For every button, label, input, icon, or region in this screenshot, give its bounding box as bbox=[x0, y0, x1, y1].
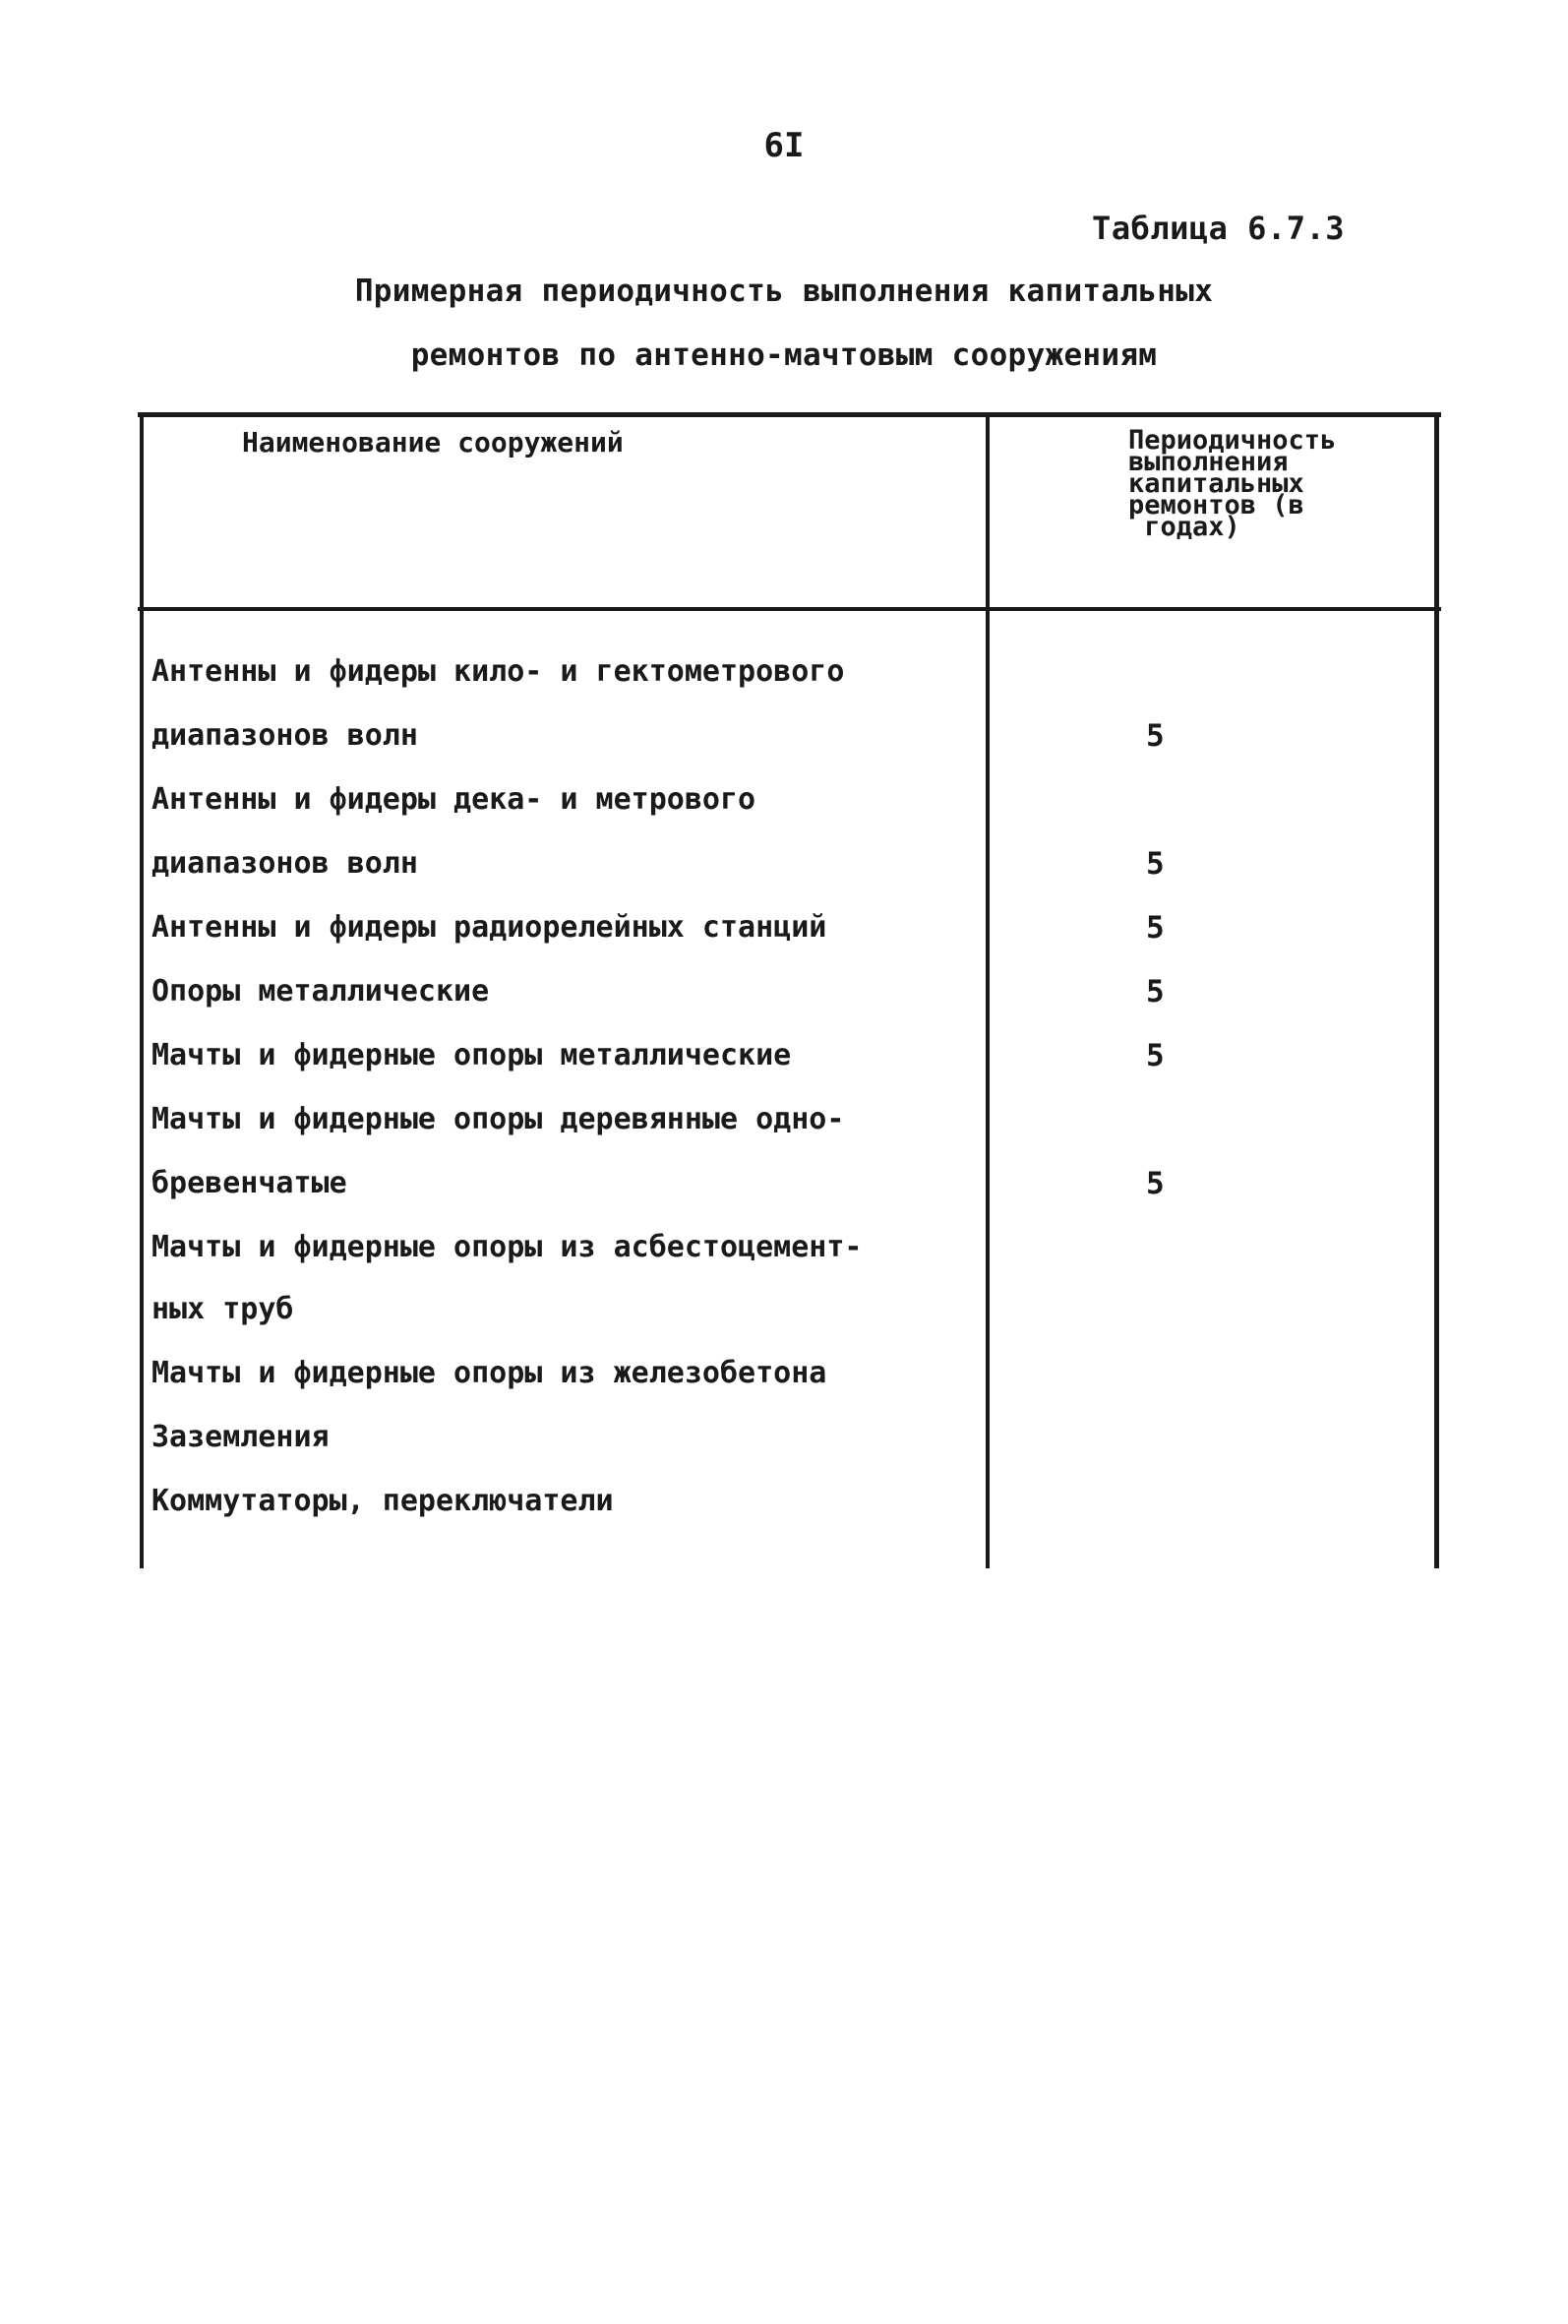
table-row bbox=[0, 718, 1568, 767]
table-row bbox=[0, 654, 1568, 703]
table-header-divider bbox=[138, 607, 1441, 611]
column-header-period-line: капитальных bbox=[1128, 468, 1304, 499]
structure-name: диапазонов волн bbox=[151, 718, 418, 753]
structure-name: Мачты и фидерные опоры деревянные одно- bbox=[151, 1102, 845, 1136]
table-row bbox=[0, 1484, 1568, 1533]
table-row bbox=[0, 910, 1568, 959]
repair-period: 5 bbox=[1146, 1166, 1165, 1201]
column-header-name: Наименование сооружений bbox=[242, 426, 624, 459]
structure-name: Мачты и фидерные опоры из железобетона bbox=[151, 1356, 827, 1390]
repair-period: 5 bbox=[1146, 846, 1165, 882]
table-row bbox=[0, 1230, 1568, 1279]
column-header-period bbox=[1128, 425, 1568, 542]
repair-period: 5 bbox=[1146, 718, 1165, 754]
table-top-border bbox=[138, 412, 1441, 417]
column-header-period-line: годах) bbox=[1128, 512, 1240, 542]
table-title-line-2: ремонтов по антенно-мачтовым сооружениям bbox=[410, 337, 1158, 373]
table-row bbox=[0, 1356, 1568, 1405]
column-header-period-line: Периодичность bbox=[1128, 425, 1337, 456]
table-row bbox=[0, 1102, 1568, 1151]
repair-period: 5 bbox=[1146, 974, 1165, 1009]
table-row bbox=[0, 974, 1568, 1023]
structure-name: ных труб bbox=[151, 1292, 294, 1326]
structure-name: Заземления bbox=[151, 1420, 330, 1454]
column-header-period-line: выполнения bbox=[1128, 447, 1289, 477]
table-row bbox=[0, 1420, 1568, 1469]
table-title-line-1: Примерная периодичность выполнения капитальных bbox=[354, 274, 1214, 309]
table-row bbox=[0, 1166, 1568, 1215]
structure-name: Антенны и фидеры дека- и метрового bbox=[151, 782, 756, 817]
repair-period: 5 bbox=[1146, 910, 1165, 946]
structure-name: Мачты и фидерные опоры из асбестоцемент- bbox=[151, 1230, 863, 1264]
structure-name: бревенчатые bbox=[151, 1166, 347, 1200]
structure-name: диапазонов волн bbox=[151, 846, 418, 881]
table-row bbox=[0, 846, 1568, 895]
table-row bbox=[0, 1292, 1568, 1341]
page-number: 6I bbox=[763, 126, 805, 165]
table-reference: Таблица 6.7.3 bbox=[1092, 210, 1345, 247]
table-row bbox=[0, 782, 1568, 831]
structure-name: Антенны и фидеры радиорелейных станций bbox=[151, 910, 827, 945]
structure-name: Опоры металлические bbox=[151, 974, 490, 1009]
structure-name: Коммутаторы, переключатели bbox=[151, 1484, 614, 1518]
column-header-period-line: ремонтов (в bbox=[1128, 490, 1304, 520]
structure-name: Мачты и фидерные опоры металлические bbox=[151, 1038, 792, 1072]
repair-period: 5 bbox=[1146, 1038, 1165, 1073]
structure-name: Антенны и фидеры кило- и гектометрового bbox=[151, 654, 845, 689]
table-row bbox=[0, 1038, 1568, 1087]
